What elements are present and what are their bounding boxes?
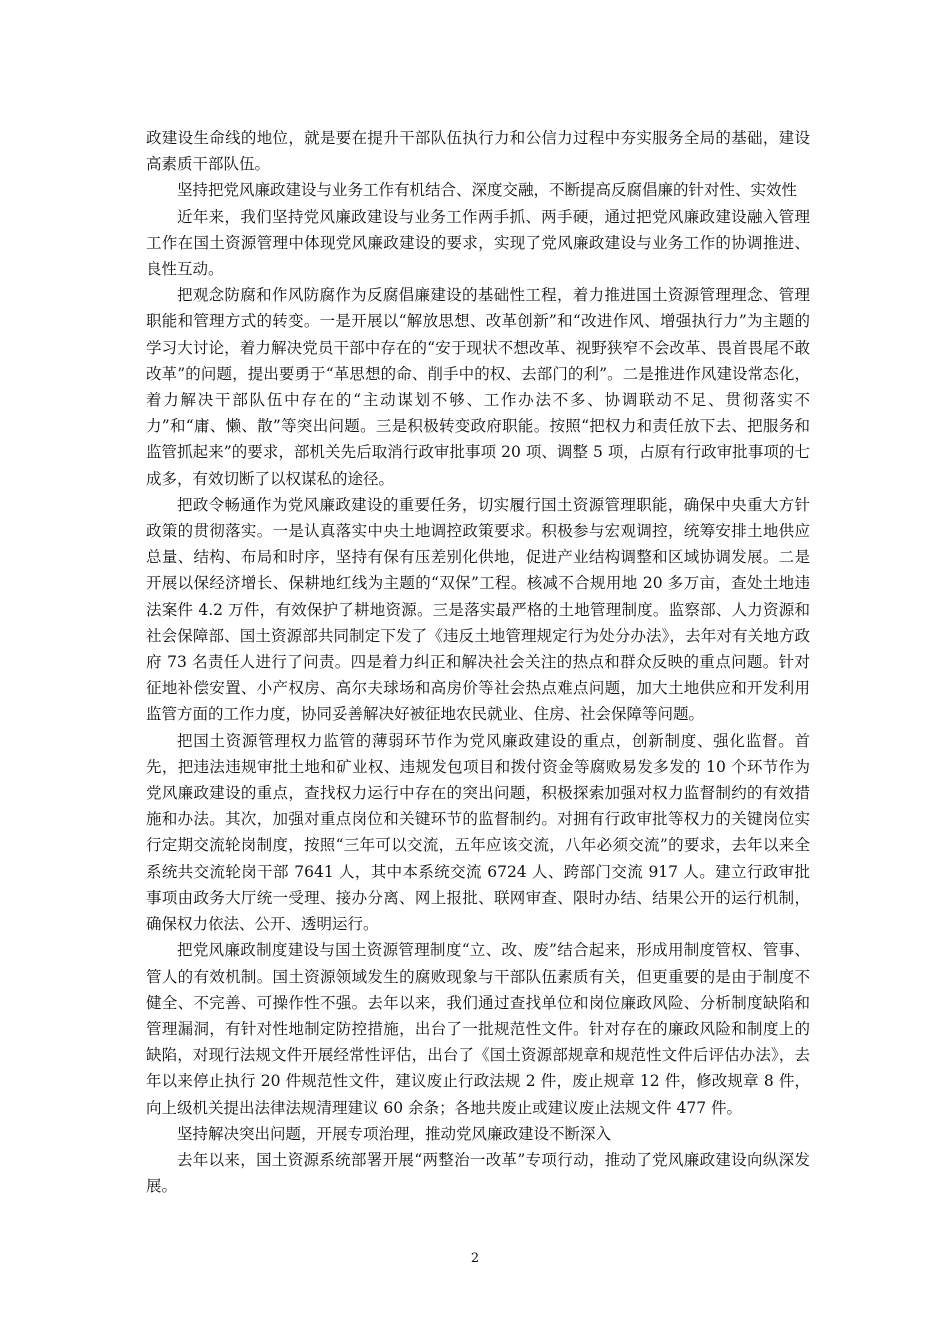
paragraph-4: 把观念防腐和作风防腐作为反腐倡廉建设的基础性工程，着力推进国土资源管理理念、管理职能和管理方式的转变。一是开展以“解放思想、改革创新”和“改进作风、增强执行力”为主题的学习大讨论，着力解决党员干部中存在的“安于现状不想改革、视野狭窄不会改革、畏首畏尾不敢改革”的问题，提出要勇于“革思想的命、削手中的权、去部门的利”。二是推进作风建设常态化，着力解决干部队伍中存在的“主动谋划不够、工作办法不多、协调联动不足、贯彻落实不力”和“庸、懒、散”等突出问题。三是积极转变政府职能。按照“把权力和责任放下去、把服务和监管抓起来”的要求，部机关先后取消行政审批事项 20 项、调整 5 项，占原有行政审批事项的七成多，有效切断了以权谋私的途径。	[146, 286, 810, 488]
paragraph-1: 政建设生命线的地位，就是要在提升干部队伍执行力和公信力过程中夯实服务全局的基础，建设高素质干部队伍。	[146, 129, 810, 174]
paragraph-8: 坚持解决突出问题，开展专项治理，推动党风廉政建设不断深入	[177, 1124, 612, 1143]
page-number: 2	[470, 1251, 480, 1266]
paragraph-2: 坚持把党风廉政建设与业务工作有机结合、深度交融，不断提高反腐倡廉的针对性、实效性	[177, 181, 798, 200]
paragraph-3: 近年来，我们坚持党风廉政建设与业务工作两手抓、两手硬，通过把党风廉政建设融入管理工作在国土资源管理中体现党风廉政建设的要求，实现了党风廉政建设与业务工作的协调推进、良性互动。	[146, 207, 810, 279]
paragraph-5: 把政令畅通作为党风廉政建设的重要任务，切实履行国土资源管理职能，确保中央重大方针政策的贯彻落实。一是认真落实中央土地调控政策要求。积极参与宏观调控，统筹安排土地供应总量、结构、布局和时序，坚持有保有压差别化供地，促进产业结构调整和区域协调发展。二是开展以保经济增长、保耕地红线为主题的“双保”工程。核减不合规用地 20 多万亩，查处土地违法案件 4.2 万件，有效保护了耕地资源。三是落实最严格的土地管理制度。监察部、人力资源和社会保障部、国土资源部共同制定下发了《违反土地管理规定行为处分办法》，去年对有关地方政府 73 名责任人进行了问责。四是着力纠正和解决社会关注的热点和群众反映的重点问题。针对征地补偿安置、小产权房、高尔夫球场和高房价等社会热点难点问题，加大土地供应和开发利用监管方面的工作力度，协同妥善解决好被征地农民就业、住房、社会保障等问题。	[146, 495, 810, 724]
paragraph-7: 把党风廉政制度建设与国土资源管理制度“立、改、废”结合起来，形成用制度管权、管事、管人的有效机制。国土资源领域发生的腐败现象与干部队伍素质有关，但更重要的是由于制度不健全、不完善、可操作性不强。去年以来，我们通过查找单位和岗位廉政风险、分析制度缺陷和管理漏洞，有针对性地制定防控措施，出台了一批规范性文件。针对存在的廉政风险和制度上的缺陷，对现行法规文件开展经常性评估，出台了《国土资源部规章和规范性文件后评估办法》，去年以来停止执行 20 件规范性文件，建议废止行政法规 2 件，废止规章 12 件，修改规章 8 件，向上级机关提出法律法规清理建议 60 余条；各地共废止或建议废止法规文件 477 件。	[146, 941, 810, 1117]
paragraph-9: 去年以来，国土资源系统部署开展“两整治一改革”专项行动，推动了党风廉政建设向纵深发展。	[146, 1150, 810, 1196]
paragraph-6: 把国土资源管理权力监管的薄弱环节作为党风廉政建设的重点，创新制度、强化监督。首先，把违法违规审批土地和矿业权、违规发包项目和拨付资金等腐败易发多发的 10 个环节作为党风廉政建设的重点，查找权力运行中存在的突出问题，积极探索加强对权力监督制约的有效措施和办法。其次，加强对重点岗位和关键环节的监督制约。对拥有行政审批等权力的关键岗位实行定期交流轮岗制度，按照“三年可以交流，五年应该交流，八年必须交流”的要求，去年以来全系统共交流轮岗干部 7641 人，其中本系统交流 6724 人、跨部门交流 917 人。建立行政审批事项由政务大厅统一受理、接办分离、网上报批、联网审查、限时办结、结果公开的运行机制，确保权力依法、公开、透明运行。	[146, 731, 810, 934]
document-body	[146, 125, 810, 1199]
